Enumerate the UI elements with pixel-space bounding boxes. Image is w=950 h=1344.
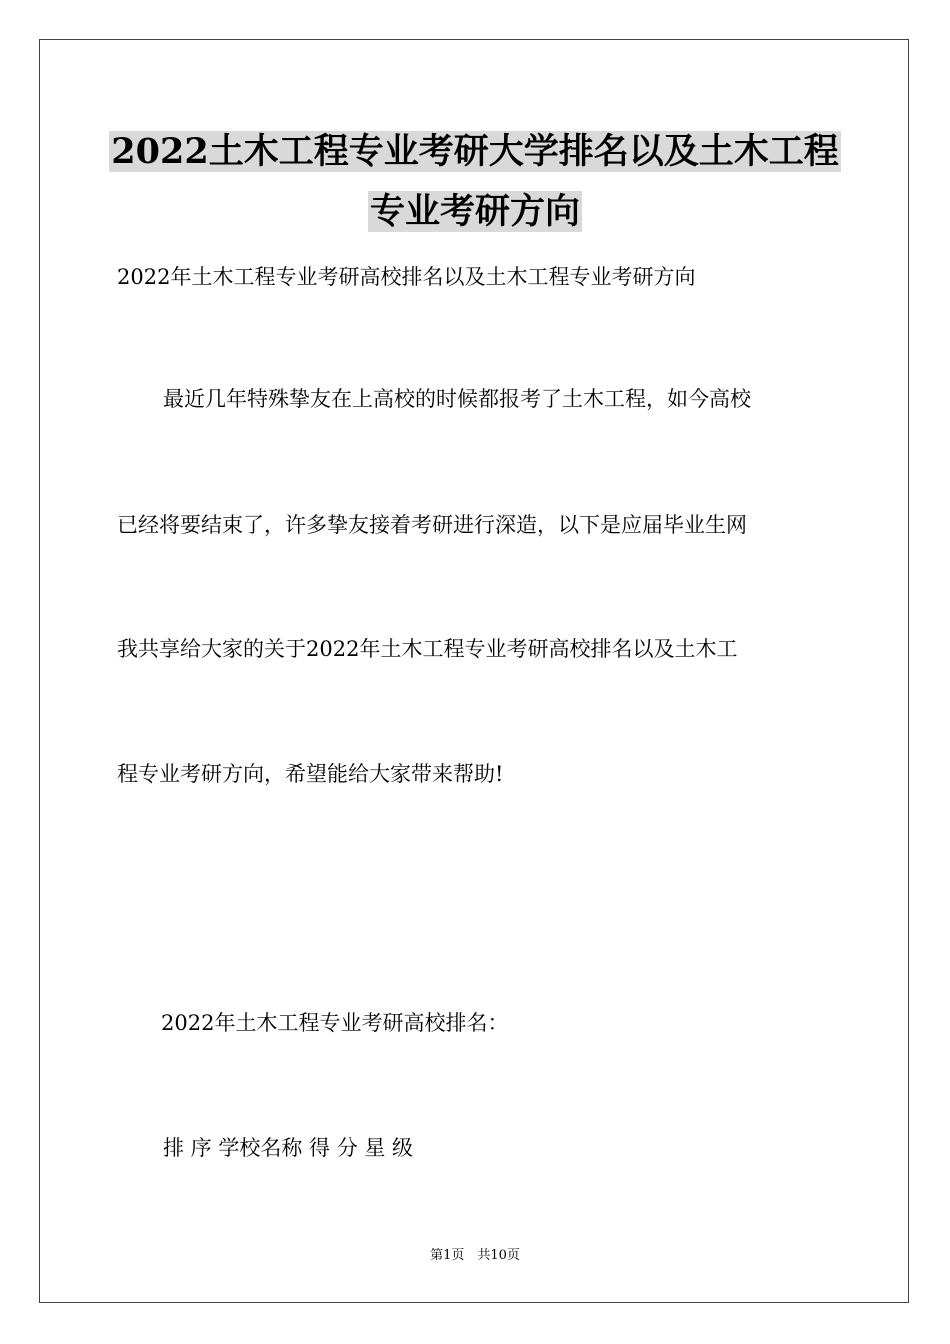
paragraph-line: 程专业考研方向，希望能给大家带来帮助! <box>117 762 504 786</box>
ranking-heading: 2022年土木工程专业考研高校排名： <box>161 1011 509 1035</box>
paragraph-line: 已经将要结束了，许多挚友接着考研进行深造，以下是应届毕业生网 <box>117 513 747 537</box>
document-page <box>39 39 909 1303</box>
page-footer: 第1页 共10页 <box>430 1248 520 1263</box>
document-title-line-1: 2022土木工程专业考研大学排名以及土木工程 <box>111 131 839 172</box>
intro-heading: 2022年土木工程专业考研高校排名以及土木工程专业考研方向 <box>117 265 696 289</box>
paragraph-line: 最近几年特殊挚友在上高校的时候都报考了土木工程，如今高校 <box>163 387 751 411</box>
paragraph-line: 我共享给大家的关于2022年土木工程专业考研高校排名以及土木工 <box>117 637 738 661</box>
table-header-row: 排 序 学校名称 得 分 星 级 <box>163 1136 414 1160</box>
document-title-line-2: 专业考研方向 <box>369 191 580 232</box>
